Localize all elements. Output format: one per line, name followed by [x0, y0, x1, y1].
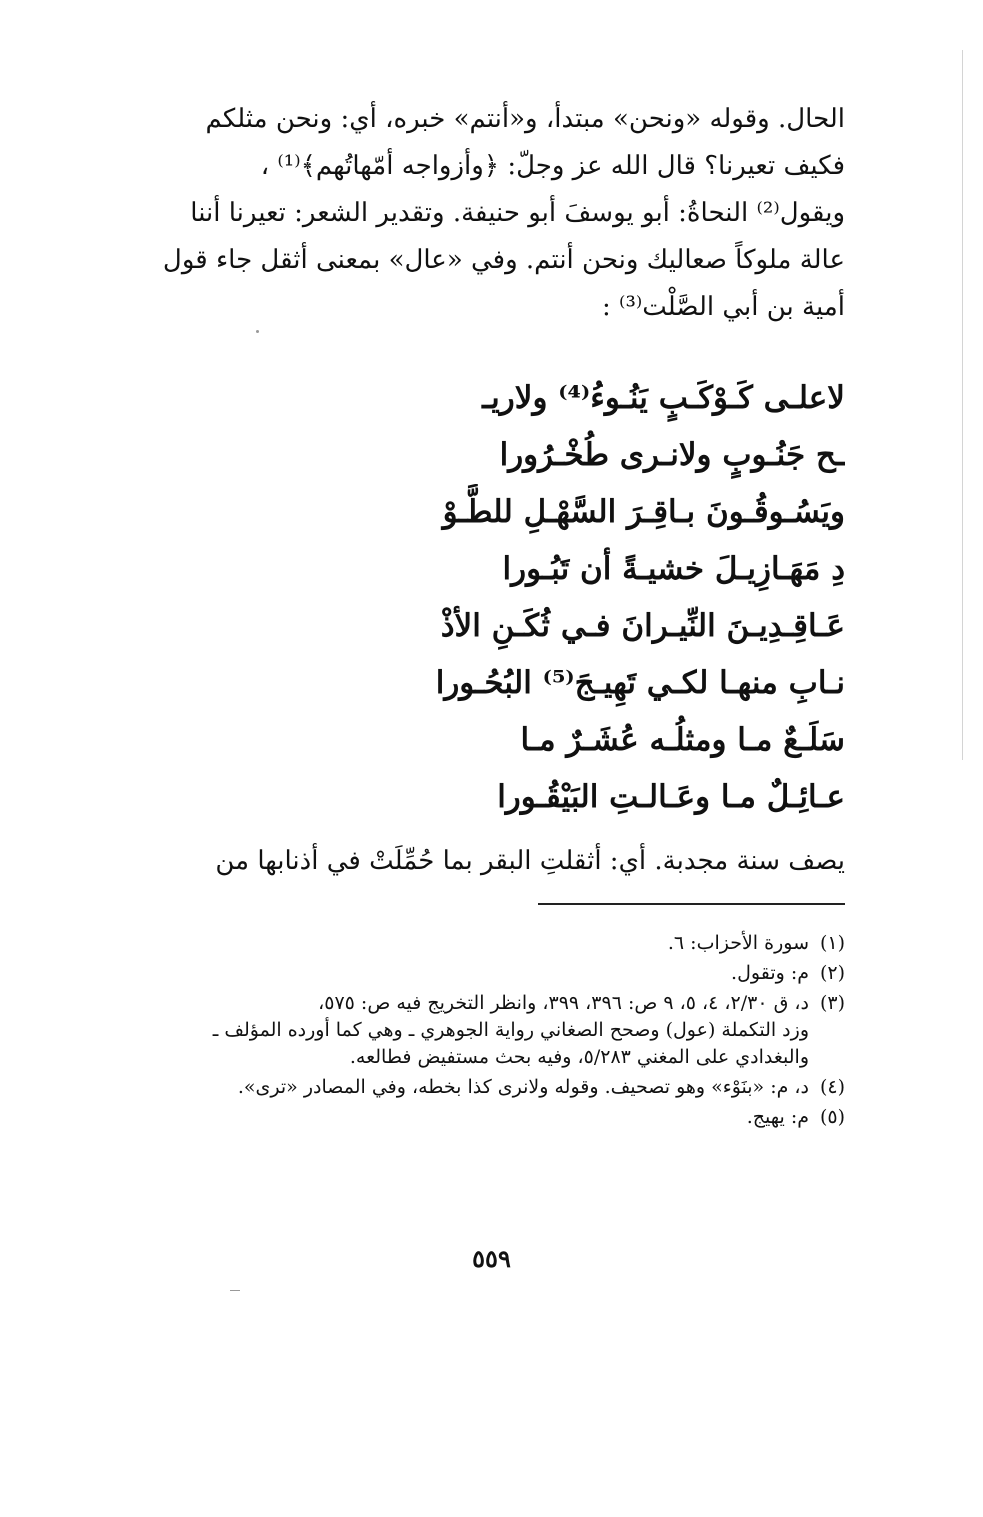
poem-verses — [150, 370, 845, 826]
footnote — [142, 960, 845, 987]
footnote-text: د، ق ٢/٣٠، ٤، ٥، ٩ ص: ٣٩٦، ٣٩٩، وانظر التخريج فيه ص: ٥٧٥، — [318, 992, 809, 1014]
verse-line: لاعلـى كَـوْكَـبٍ يَنُـوءُ⁽⁴⁾ ولاريـ — [482, 380, 845, 416]
text-line: عالة ملوكاً صعاليك ونحن أنتم. وفي «عال» بمعنى أثقل جاء قول — [162, 245, 845, 275]
footnote — [142, 990, 845, 1071]
text-line: فكيف تعيرنا؟ قال الله عز وجلّ: ﴿وأزواجه أمّهاتُهم﴾⁽¹⁾ ، — [260, 151, 845, 181]
footnote-text: م: وتقول. — [731, 962, 809, 984]
footnote — [142, 1104, 845, 1131]
footnotes — [142, 930, 845, 1134]
page-edge-shadow — [962, 50, 963, 760]
footnote — [142, 1074, 845, 1101]
text-line: الحال. وقوله «ونحن» مبتدأ، و«أنتم» خبره، أي: ونحن مثلكم — [205, 104, 845, 134]
text-line: ويقول⁽²⁾ النحاةُ: أبو يوسفَ أبو حنيفة. وتقدير الشعر: تعيرنا أننا — [190, 198, 845, 228]
footnote-text: والبغدادي على المغني ٥/٢٨٣، وفيه بحث مستفيض فطالعه. — [349, 1046, 809, 1068]
verse-line: عـائِـلٌ مـا وعَـالـتِ البَيْقُـورا — [497, 779, 845, 815]
footnote-text: م: يهيج. — [746, 1106, 809, 1128]
footnote-text: د، م: «بنَوْء» وهو تصحيف. وقوله ولانرى كذا بخطه، وفي المصادر «ترى». — [237, 1076, 809, 1098]
footnote-text: سورة الأحزاب: ٦. — [667, 932, 809, 954]
verse-line: ويَسُـوقُـونَ بـاقِـرَ السَّهْـلِ للطَّـوْ — [442, 494, 845, 530]
scan-speck — [230, 1290, 240, 1291]
footnote-text: وزد التكملة (عول) وصحح الصغاني رواية الجوهري ـ وهي كما أورده المؤلف ـ — [212, 1019, 809, 1041]
footnote-separator — [538, 903, 845, 905]
page-number: ٥٥٩ — [472, 1244, 511, 1273]
text-line: يصف سنة مجدبة. أي: أثقلتِ البقر بما حُمِّلَتْ في أذنابها من — [215, 846, 845, 876]
verse-line: دِ مَهَـازِيـلَ خشيـةً أن تَبُـورا — [502, 551, 845, 587]
footnote-number: (٢) — [819, 962, 845, 984]
footnote-number: (٣) — [819, 992, 845, 1014]
closing-text — [150, 838, 845, 885]
main-text — [150, 96, 845, 331]
verse-line: عَـاقِـدِيـنَ النِّيـرانَ فـي ثُكَـنِ الأذْ — [440, 608, 845, 644]
verse-line: ـح جَنُـوبٍ ولانـرى طُخْـرُورا — [499, 437, 845, 473]
footnote-number: (١) — [819, 932, 845, 954]
footnote — [142, 930, 845, 957]
footnote-number: (٤) — [819, 1076, 845, 1098]
verse-line: سَلَـعٌ مـا ومثلُـه عُشَـرٌ مـا — [520, 722, 845, 758]
text-line: أمية بن أبي الصَّلْت⁽³⁾ : — [602, 292, 845, 322]
verse-line: نـابِ منهـا لكـي تَهِيـجَ⁽⁵⁾ البُحُـورا — [435, 665, 845, 701]
footnote-number: (٥) — [819, 1106, 845, 1128]
